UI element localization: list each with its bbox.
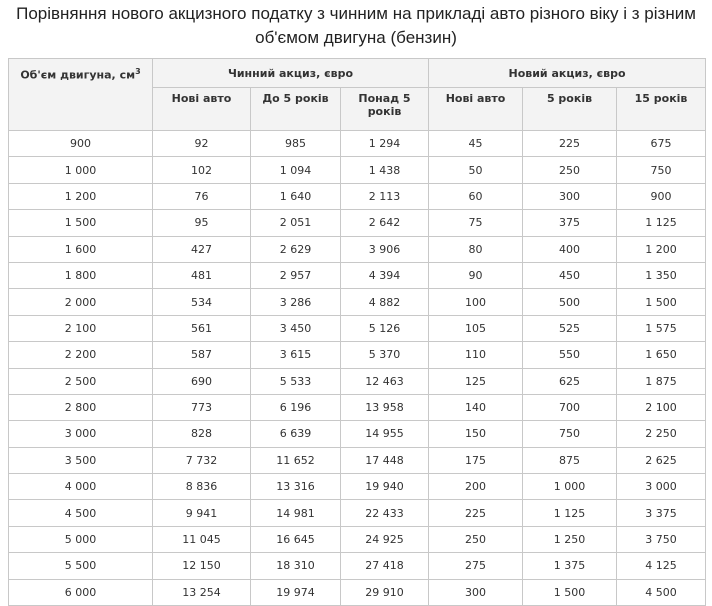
table-cell: 985 [251,131,341,157]
table-cell: 300 [523,183,617,209]
table-cell: 1 875 [617,368,706,394]
table-cell: 1 000 [9,157,153,183]
table-cell: 14 955 [341,421,429,447]
table-cell: 700 [523,394,617,420]
table-cell: 2 100 [9,315,153,341]
table-row [9,157,706,183]
table-cell: 525 [523,315,617,341]
header-engine-volume [9,59,153,131]
table-cell: 4 125 [617,553,706,579]
table-cell: 2 250 [617,421,706,447]
table-cell: 75 [429,210,523,236]
table-cell: 5 533 [251,368,341,394]
table-cell: 17 448 [341,447,429,473]
table-cell: 427 [153,236,251,262]
table-cell: 200 [429,474,523,500]
table-cell: 5 500 [9,553,153,579]
table-cell: 80 [429,236,523,262]
table-row [9,262,706,288]
table-cell: 250 [429,526,523,552]
table-cell: 76 [153,183,251,209]
table-cell: 625 [523,368,617,394]
page-title: Порівняння нового акцизного податку з чинним на прикладі авто різного віку і з різним об'ємом двигуна (бензин) [16,4,696,47]
table-row [9,500,706,526]
table-cell: 13 958 [341,394,429,420]
header-new-5-years: 5 років [523,88,617,131]
table-cell: 6 000 [9,579,153,605]
table-cell: 4 394 [341,262,429,288]
table-cell: 225 [523,131,617,157]
table-row [9,421,706,447]
table-cell: 1 375 [523,553,617,579]
excise-comparison-table [8,58,706,606]
table-cell: 6 196 [251,394,341,420]
table-cell: 1 438 [341,157,429,183]
table-cell: 1 000 [523,474,617,500]
table-row [9,236,706,262]
table-cell: 2 500 [9,368,153,394]
table-cell: 3 286 [251,289,341,315]
table-cell: 900 [617,183,706,209]
table-cell: 4 500 [617,579,706,605]
table-cell: 16 645 [251,526,341,552]
table-cell: 45 [429,131,523,157]
table-row [9,447,706,473]
table-row [9,368,706,394]
table-cell: 125 [429,368,523,394]
table-cell: 1 600 [9,236,153,262]
table-cell: 1 200 [9,183,153,209]
table-cell: 675 [617,131,706,157]
header-current-up-to-5-years: До 5 років [251,88,341,131]
table-row [9,131,706,157]
table-cell: 12 463 [341,368,429,394]
table-cell: 2 113 [341,183,429,209]
header-new-15-years: 15 років [617,88,706,131]
table-cell: 587 [153,342,251,368]
table-cell: 4 882 [341,289,429,315]
table-cell: 4 000 [9,474,153,500]
table-cell: 1 500 [523,579,617,605]
table-cell: 100 [429,289,523,315]
table-cell: 750 [617,157,706,183]
table-cell: 2 000 [9,289,153,315]
table-cell: 3 615 [251,342,341,368]
header-current-new-cars: Нові авто [153,88,251,131]
table-cell: 690 [153,368,251,394]
table-cell: 95 [153,210,251,236]
table-cell: 2 625 [617,447,706,473]
table-row [9,579,706,605]
header-engine-volume-label: Об'єм двигуна, см [20,68,136,82]
table-row [9,474,706,500]
table-cell: 875 [523,447,617,473]
table-cell: 13 254 [153,579,251,605]
table-cell: 1 575 [617,315,706,341]
table-row [9,315,706,341]
table-cell: 1 500 [9,210,153,236]
table-cell: 3 450 [251,315,341,341]
table-cell: 150 [429,421,523,447]
table-cell: 19 974 [251,579,341,605]
header-new-new-cars: Нові авто [429,88,523,131]
table-row [9,526,706,552]
table-cell: 375 [523,210,617,236]
table-cell: 1 125 [523,500,617,526]
table-cell: 29 910 [341,579,429,605]
table-cell: 900 [9,131,153,157]
table-cell: 3 906 [341,236,429,262]
table-cell: 11 045 [153,526,251,552]
table-cell: 140 [429,394,523,420]
table-cell: 1 200 [617,236,706,262]
table-cell: 550 [523,342,617,368]
table-cell: 773 [153,394,251,420]
table-cell: 2 957 [251,262,341,288]
table-cell: 1 640 [251,183,341,209]
header-new-excise: Новий акциз, євро [429,59,706,88]
table-cell: 2 200 [9,342,153,368]
table-cell: 1 500 [617,289,706,315]
table-cell: 6 639 [251,421,341,447]
table-cell: 11 652 [251,447,341,473]
header-current-over-5-years: Понад 5 років [341,88,429,131]
table-cell: 2 800 [9,394,153,420]
table-cell: 3 750 [617,526,706,552]
table-cell: 5 000 [9,526,153,552]
table-cell: 8 836 [153,474,251,500]
table-cell: 1 650 [617,342,706,368]
table-cell: 5 370 [341,342,429,368]
table-cell: 534 [153,289,251,315]
table-cell: 500 [523,289,617,315]
table-cell: 3 375 [617,500,706,526]
table-cell: 300 [429,579,523,605]
table-cell: 105 [429,315,523,341]
table-cell: 4 500 [9,500,153,526]
table-cell: 250 [523,157,617,183]
table-cell: 175 [429,447,523,473]
table-cell: 92 [153,131,251,157]
table-cell: 1 800 [9,262,153,288]
header-current-excise: Чинний акциз, євро [153,59,429,88]
table-row [9,210,706,236]
table-cell: 90 [429,262,523,288]
table-cell: 2 629 [251,236,341,262]
table-cell: 60 [429,183,523,209]
table-cell: 2 642 [341,210,429,236]
table-row [9,342,706,368]
table-cell: 275 [429,553,523,579]
table-cell: 1 294 [341,131,429,157]
table-row [9,289,706,315]
table-cell: 450 [523,262,617,288]
table-row [9,394,706,420]
table-cell: 27 418 [341,553,429,579]
table-cell: 102 [153,157,251,183]
table-cell: 3 000 [617,474,706,500]
table-cell: 400 [523,236,617,262]
table-cell: 13 316 [251,474,341,500]
table-cell: 750 [523,421,617,447]
table-cell: 3 500 [9,447,153,473]
table-cell: 50 [429,157,523,183]
table-cell: 5 126 [341,315,429,341]
table-cell: 481 [153,262,251,288]
table-cell: 9 941 [153,500,251,526]
table-cell: 1 250 [523,526,617,552]
table-cell: 225 [429,500,523,526]
table-cell: 3 000 [9,421,153,447]
table-cell: 2 051 [251,210,341,236]
table-cell: 828 [153,421,251,447]
table-cell: 22 433 [341,500,429,526]
table-cell: 110 [429,342,523,368]
table-body [9,131,706,606]
table-cell: 1 125 [617,210,706,236]
table-cell: 1 350 [617,262,706,288]
table-cell: 14 981 [251,500,341,526]
header-unit-superscript: 3 [135,67,141,76]
table-cell: 12 150 [153,553,251,579]
table-cell: 2 100 [617,394,706,420]
table-cell: 7 732 [153,447,251,473]
table-row [9,183,706,209]
table-cell: 19 940 [341,474,429,500]
table-row [9,553,706,579]
table-cell: 18 310 [251,553,341,579]
table-cell: 561 [153,315,251,341]
table-cell: 24 925 [341,526,429,552]
table-cell: 1 094 [251,157,341,183]
